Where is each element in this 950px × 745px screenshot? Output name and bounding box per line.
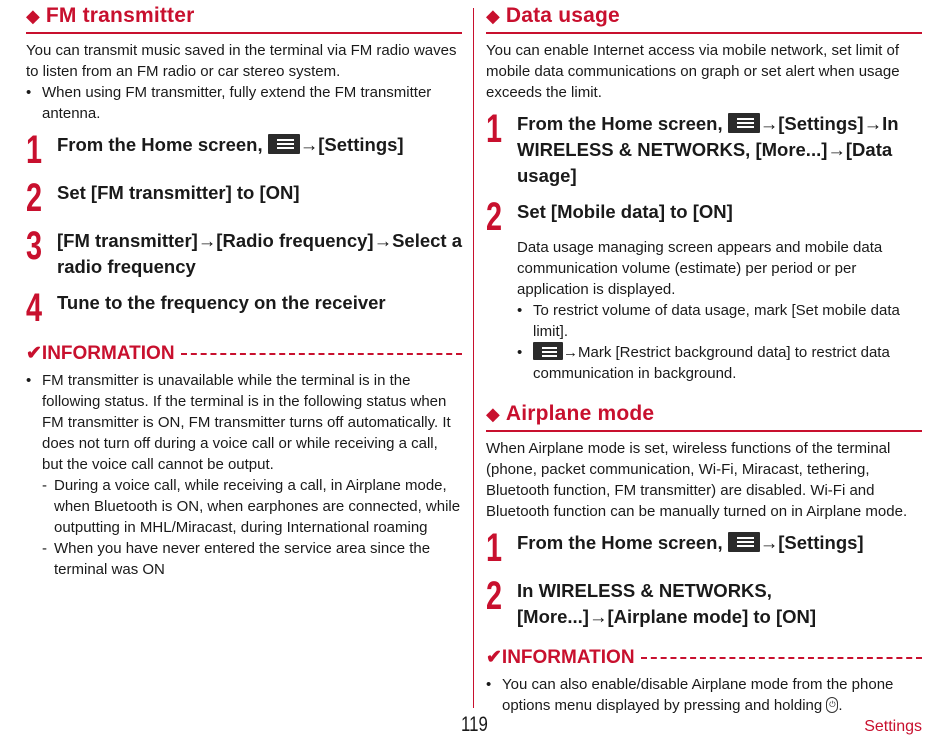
dashed-rule xyxy=(181,353,462,355)
section-title-data-usage xyxy=(486,0,922,34)
airplane-step-1 xyxy=(486,526,922,570)
fm-intro: You can transmit music saved in the terminal via FM radio waves to listen from an FM radio or car stereo system. xyxy=(26,42,457,80)
data-step-2-description: Data usage managing screen appears and mobile data communication volume (estimate) per period or per application is displayed. xyxy=(517,239,883,298)
fm-info-bullet xyxy=(26,370,462,475)
data-bullet-2 xyxy=(486,342,922,384)
step-number: 1 xyxy=(26,128,43,172)
left-column xyxy=(26,0,462,580)
airplane-step-2 xyxy=(486,574,922,630)
step-number: 1 xyxy=(486,107,503,151)
airplane-info-bullet xyxy=(486,674,922,716)
fm-step-3 xyxy=(26,224,463,280)
bullet-text-post: . xyxy=(838,697,843,714)
step-number: 4 xyxy=(26,286,43,330)
fm-info-dash-1 xyxy=(26,475,462,538)
airplane-information-header xyxy=(486,644,922,670)
bullet-glyph: • xyxy=(26,372,32,389)
column-divider xyxy=(473,8,474,708)
diamond-icon: ◆ xyxy=(486,404,500,424)
step-text-post: →[Settings]→In WIRELESS & NETWORKS, [More...]→[Data usage] xyxy=(517,113,899,186)
dash-text: When you have never entered the service area since the terminal was ON xyxy=(54,540,431,578)
bullet-text-content: →Mark [Restrict background data] to restrict data communication in background. xyxy=(533,344,890,382)
step-text: In WIRELESS & NETWORKS, [More...]→[Airplane mode] to [ON] xyxy=(517,580,817,627)
step-text-pre: From the Home screen, xyxy=(517,532,728,553)
data-bullet-1 xyxy=(486,300,922,342)
bullet-text xyxy=(502,674,922,716)
step-text-pre: From the Home screen, xyxy=(517,113,728,134)
menu-icon xyxy=(268,134,300,154)
bullet-text: When using FM transmitter, fully extend the FM transmitter antenna. xyxy=(42,84,432,122)
step-text-post: →[Settings] xyxy=(759,532,864,553)
bullet-text xyxy=(533,342,922,384)
bullet-glyph: • xyxy=(26,84,32,101)
section-title-airplane-mode xyxy=(486,398,922,432)
information-title: ✔INFORMATION xyxy=(486,646,635,668)
fm-step-2 xyxy=(26,176,462,220)
section-title-text: Airplane mode xyxy=(505,402,655,425)
footer-section-label: Settings xyxy=(864,718,922,735)
page-number: 119 xyxy=(461,713,488,736)
step-text xyxy=(517,111,922,189)
fm-step-4 xyxy=(26,286,462,330)
step-text xyxy=(57,132,404,158)
data-intro: You can enable Internet access via mobile network, set limit of mobile data communications on graph or set alert when usage exceeds the limit. xyxy=(486,42,900,101)
fm-step-1 xyxy=(26,128,462,172)
section-title-fm-transmitter xyxy=(26,0,462,34)
step-number: 2 xyxy=(486,195,503,239)
bullet-text-pre: You can also enable/disable Airplane mode from the phone options menu displayed by pressing and holding xyxy=(502,676,894,714)
step-text xyxy=(517,530,864,556)
step-text: [FM transmitter]→[Radio frequency]→Select a radio frequency xyxy=(57,230,463,277)
step-number: 3 xyxy=(26,224,43,268)
right-column xyxy=(486,0,922,716)
data-step-2 xyxy=(486,195,922,239)
step-text-post: →[Settings] xyxy=(299,134,404,155)
fm-intro-bullet xyxy=(26,82,462,124)
dashed-rule xyxy=(641,657,922,659)
diamond-icon: ◆ xyxy=(26,6,40,26)
step-text: Set [Mobile data] to [ON] xyxy=(517,201,733,222)
information-title: ✔INFORMATION xyxy=(26,342,175,364)
menu-icon xyxy=(533,342,563,360)
section-title-text: FM transmitter xyxy=(45,4,195,27)
bullet-text: To restrict volume of data usage, mark [Set mobile data limit]. xyxy=(533,302,900,340)
bullet-glyph: • xyxy=(517,344,523,361)
dash-glyph: - xyxy=(42,477,47,494)
bullet-glyph: • xyxy=(517,302,523,319)
dash-glyph: - xyxy=(42,540,47,557)
fm-info-dash-2 xyxy=(26,538,462,580)
section-title-text: Data usage xyxy=(505,4,620,27)
data-step-1 xyxy=(486,107,922,189)
step-text-pre: From the Home screen, xyxy=(57,134,268,155)
menu-icon xyxy=(728,113,760,133)
bullet-glyph: • xyxy=(486,676,492,693)
step-number: 2 xyxy=(26,176,43,220)
step-text: Set [FM transmitter] to [ON] xyxy=(57,182,300,203)
diamond-icon: ◆ xyxy=(486,6,500,26)
menu-icon xyxy=(728,532,760,552)
step-number: 2 xyxy=(486,574,503,618)
bullet-text: FM transmitter is unavailable while the terminal is in the following status. If the terminal is in the following status when FM transmitter is ON, FM transmitter turns off automatically. It does not turn off during a voice call or while receiving a call, but the voice call cannot be output. xyxy=(42,372,451,473)
step-number: 1 xyxy=(486,526,503,570)
fm-information-header xyxy=(26,340,462,366)
step-text: Tune to the frequency on the receiver xyxy=(57,292,386,313)
power-icon xyxy=(826,697,838,713)
airplane-intro: When Airplane mode is set, wireless functions of the terminal (phone, packet communication, Wi-Fi, Miracast, tethering, Bluetooth function, FM transmitter) are disabled. Wi-Fi and Bluetooth function can be manually turned on in Airplane mode. xyxy=(486,440,908,520)
dash-text: During a voice call, while receiving a call, in Airplane mode, when Bluetooth is ON, when earphones are connected, while outputting in MHL/Miracast, during International roaming xyxy=(54,477,461,536)
